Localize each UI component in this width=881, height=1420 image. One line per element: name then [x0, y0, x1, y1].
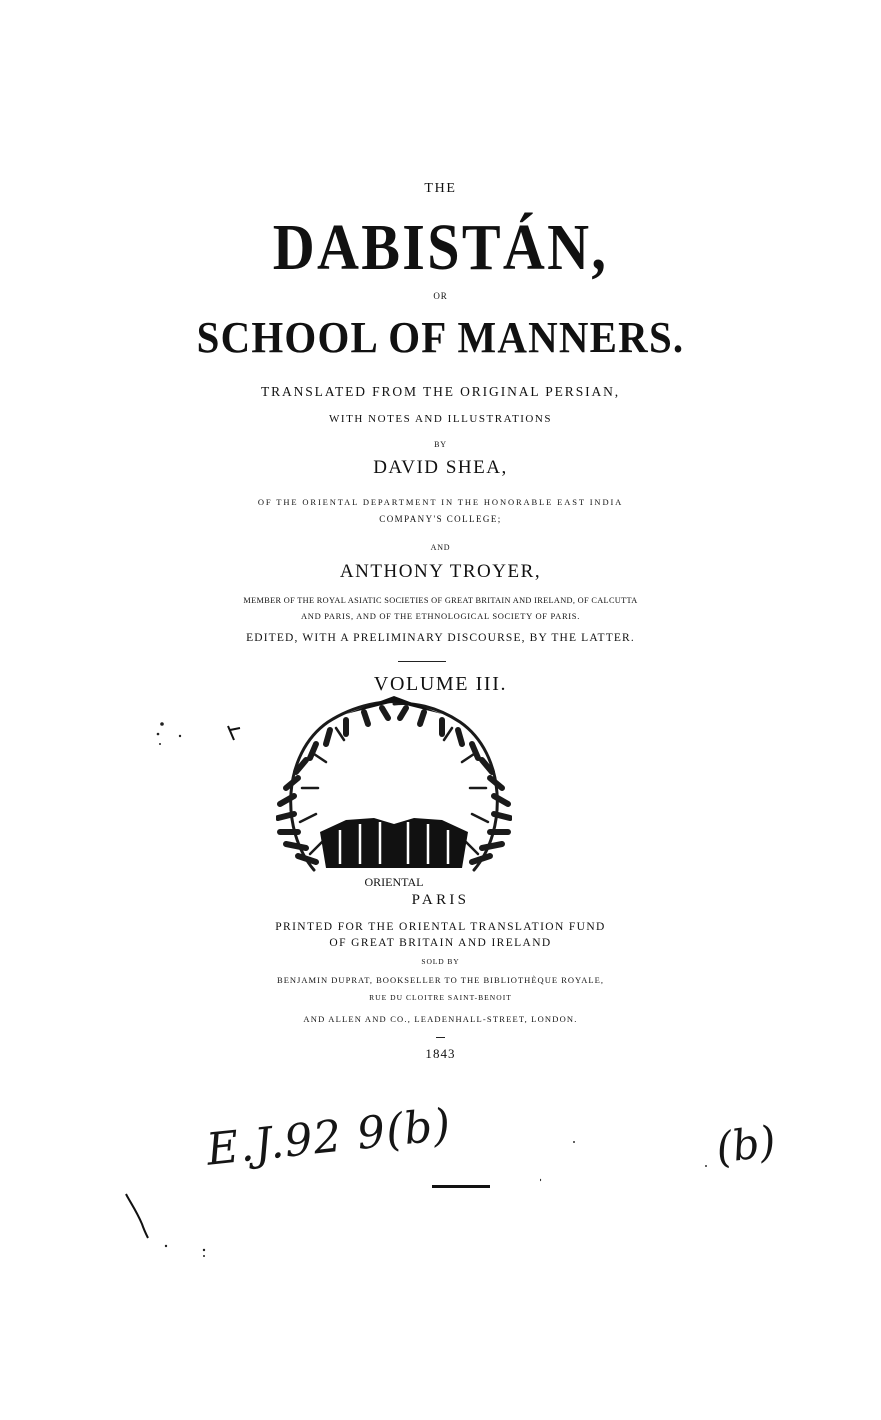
bookseller-address: RUE DU CLOITRE SAINT-BENOIT: [369, 993, 512, 1002]
stray-specks-left: [150, 718, 250, 758]
by-line: BY: [434, 440, 447, 449]
author-troyer-membership-1: MEMBER OF THE ROYAL ASIATIC SOCIETIES OF GREAT BRITAIN AND IRELAND, OF CALCUTTA: [243, 596, 638, 605]
publication-place: PARIS: [411, 892, 470, 908]
wreath-seal-emblem: [276, 692, 512, 892]
author-troyer-membership-2: AND PARIS, AND OF THE ETHNOLOGICAL SOCIETY OF PARIS.: [300, 611, 581, 621]
notes-line: WITH NOTES AND ILLUSTRATIONS: [328, 413, 553, 425]
ink-dash-mark: [432, 1185, 490, 1188]
year-rule: [436, 1037, 445, 1038]
handwritten-number: (b): [712, 1116, 779, 1173]
article-the: THE: [424, 181, 457, 196]
translation-note: TRANSLATED FROM THE ORIGINAL PERSIAN,: [260, 384, 621, 399]
conjunction-or: OR: [433, 291, 448, 301]
author-shea-affiliation-2: COMPANY'S COLLEGE;: [379, 514, 502, 524]
london-agent-line: AND ALLEN AND CO., LEADENHALL-STREET, LONDON.: [303, 1014, 578, 1024]
volume-label: VOLUME III.: [373, 673, 508, 695]
stray-specks-right: [540, 1140, 720, 1200]
author-troyer: ANTHONY TROYER,: [339, 561, 542, 582]
printed-for-line-1: PRINTED FOR THE ORIENTAL TRANSLATION FUND: [275, 921, 606, 933]
author-shea: DAVID SHEA,: [373, 457, 508, 478]
book-title: DABISTÁN,: [272, 211, 609, 284]
and-line: AND: [430, 543, 451, 552]
stray-marks-bottom-left: [118, 1190, 218, 1260]
printed-for-line-2: OF GREAT BRITAIN AND IRELAND: [329, 937, 552, 949]
bookseller-line: BENJAMIN DUPRAT, BOOKSELLER TO THE BIBLIOTHÈQUE ROYALE,: [277, 975, 604, 985]
author-shea-affiliation-1: OF THE ORIENTAL DEPARTMENT IN THE HONORABLE EAST INDIA: [257, 497, 624, 507]
handwritten-shelfmark: E.J.92 9(b): [204, 1099, 454, 1176]
sold-by-line: SOLD BY: [421, 957, 460, 966]
publication-year: 1843: [425, 1046, 456, 1061]
edited-line: EDITED, WITH A PRELIMINARY DISCOURSE, BY THE LATTER.: [246, 632, 635, 644]
book-subtitle: SCHOOL OF MANNERS.: [196, 313, 685, 362]
seal-ribbon-text: ORIENTAL: [364, 875, 424, 889]
divider-rule: [398, 661, 446, 662]
